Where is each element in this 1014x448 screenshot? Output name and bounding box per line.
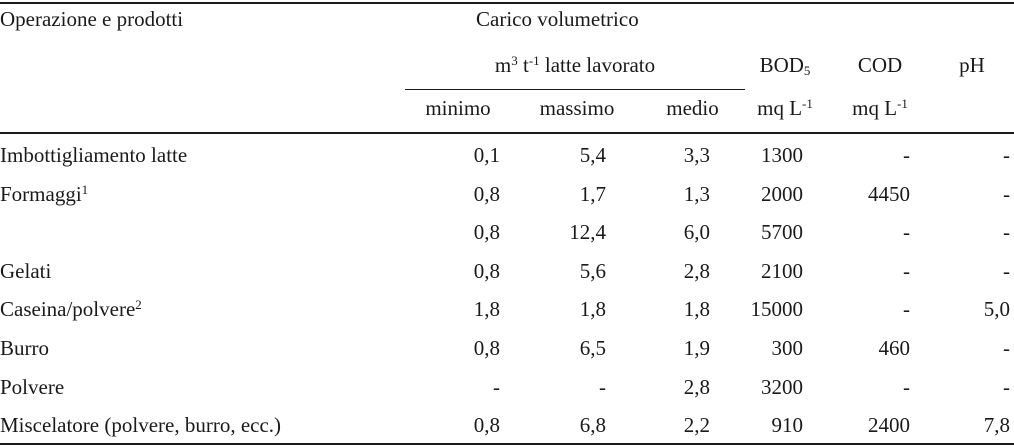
top-rule: [0, 2, 1014, 4]
cell-max: 5,4: [579, 143, 606, 167]
header-bottom-rule: [0, 132, 1014, 134]
header-minimo: minimo: [425, 96, 491, 120]
cell-bod: 15000: [750, 297, 803, 322]
cell-med: 1,8: [683, 297, 710, 322]
cell-med: 1,9: [683, 336, 710, 360]
footnote-marker: 1: [81, 181, 89, 197]
row-product-name: Polvere: [0, 374, 65, 399]
cell-ph: 7,8: [983, 413, 1010, 438]
row-product-name: Gelati: [0, 258, 52, 283]
header-carico: Carico volumetrico: [476, 7, 639, 31]
cell-bod: 3200: [761, 374, 803, 399]
cell-bod: 1300: [761, 143, 803, 167]
cell-ph: -: [1003, 336, 1010, 360]
table-row: [0, 369, 1014, 405]
table-row: [0, 407, 1014, 443]
row-product-name: Imbottigliamento latte: [0, 143, 188, 167]
cell-cod: 2400: [868, 413, 910, 438]
cell-max: -: [599, 374, 606, 399]
cell-bod: 910: [771, 413, 803, 438]
table-row: [0, 253, 1014, 289]
cell-cod: -: [903, 143, 910, 167]
bottom-rule: [0, 443, 1014, 445]
cell-max: 6,8: [579, 413, 606, 438]
cell-min: 0,8: [473, 258, 500, 283]
cell-cod: -: [903, 297, 910, 322]
table-row: [0, 176, 1014, 212]
cell-med: 2,8: [683, 374, 710, 399]
cell-min: -: [493, 374, 500, 399]
cell-min: 1,8: [473, 297, 500, 322]
cell-cod: -: [903, 374, 910, 399]
cell-cod: 460: [878, 336, 910, 360]
header-medio: medio: [666, 96, 719, 120]
table-row: [0, 291, 1014, 327]
cell-ph: -: [1003, 220, 1010, 245]
row-product-name: Burro: [0, 336, 49, 360]
cell-med: 6,0: [683, 220, 710, 245]
cell-min: 0,8: [473, 413, 500, 438]
cell-med: 3,3: [683, 143, 710, 167]
cell-cod: -: [903, 220, 910, 245]
cell-ph: -: [1003, 181, 1010, 206]
cell-max: 6,5: [579, 336, 606, 360]
footnote-marker: 2: [135, 297, 142, 313]
header-ph: pH: [959, 53, 985, 77]
header-unit: $m^3$ $t^{-1}$ latte lavorato: [494, 53, 656, 77]
cell-min: 0,8: [473, 336, 500, 360]
subheader-rule: [405, 89, 745, 90]
table-row: [0, 214, 1014, 250]
cell-bod: 5700: [761, 220, 803, 245]
cell-max: 5,6: [579, 258, 606, 283]
table-row: [0, 137, 1014, 173]
cell-max: 1,7: [579, 181, 606, 206]
row-product-name: Caseina/polvere$^2$: [0, 297, 142, 322]
cell-ph: -: [1003, 143, 1010, 167]
header-operation: Operazione e prodotti: [0, 7, 184, 31]
header-mq-cod: mq $L^{-1}$: [852, 96, 908, 120]
cell-max: 12,4: [569, 220, 606, 245]
header-mq-bod: mq $L^{-1}$: [757, 96, 813, 120]
cell-med: 1,3: [683, 181, 710, 206]
cell-ph: -: [1003, 374, 1010, 399]
cell-max: 1,8: [579, 297, 606, 322]
cell-cod: -: [903, 258, 910, 283]
header-massimo: massimo: [539, 96, 615, 120]
cell-min: 0,8: [473, 181, 500, 206]
cell-cod: 4450: [868, 181, 910, 206]
cell-bod: 2000: [761, 181, 803, 206]
cell-med: 2,2: [683, 413, 710, 438]
cell-ph: 5,0: [983, 297, 1010, 322]
row-product-name: Miscelatore (polvere, burro, ecc.): [0, 413, 282, 438]
table-row: [0, 330, 1014, 366]
header-bod: $BOD_5$: [759, 53, 811, 78]
row-product-name: Formaggi$^1$: [0, 181, 89, 206]
header-cod: COD: [857, 53, 903, 77]
cell-bod: 2100: [761, 258, 803, 283]
cell-bod: 300: [771, 336, 803, 360]
cell-min: 0,1: [473, 143, 500, 167]
cell-med: 2,8: [683, 258, 710, 283]
cell-ph: -: [1003, 258, 1010, 283]
cell-min: 0,8: [473, 220, 500, 245]
